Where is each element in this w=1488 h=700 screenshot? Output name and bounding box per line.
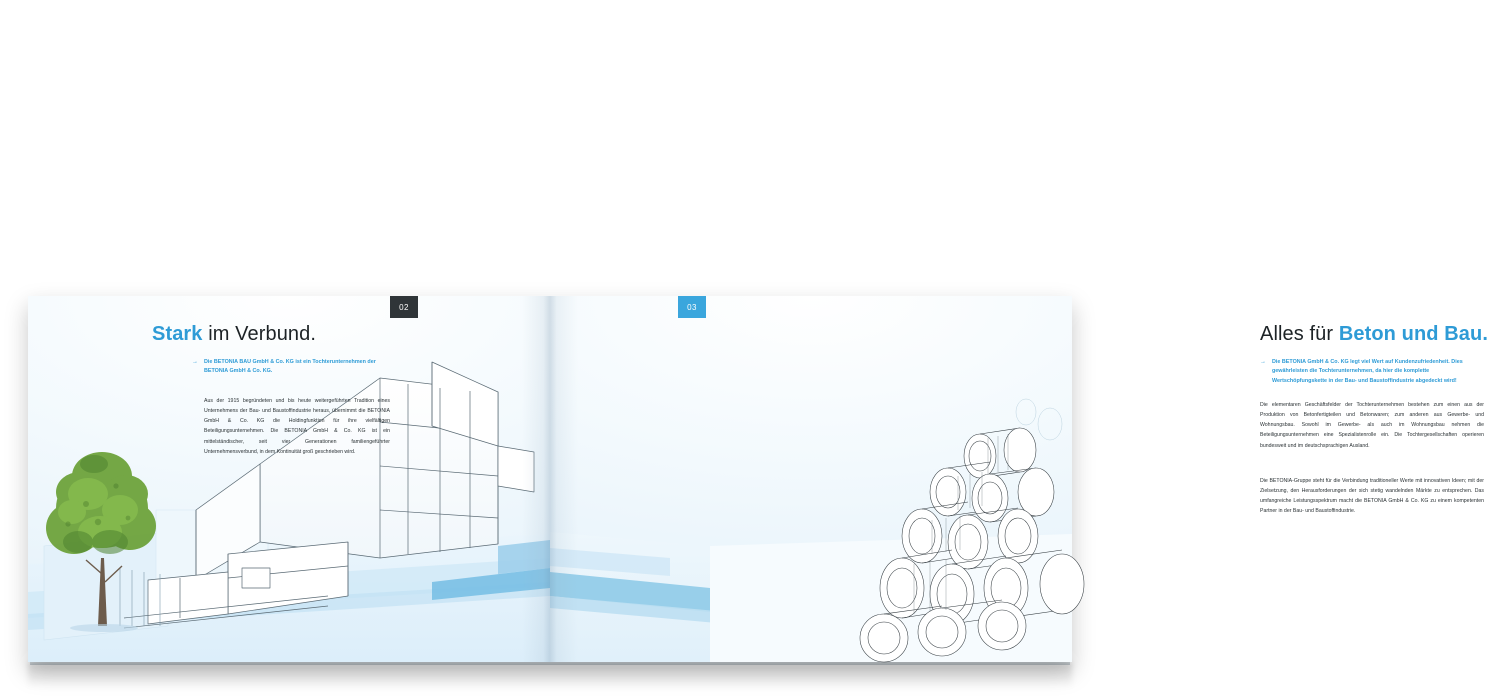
brochure-spread xyxy=(28,296,1488,662)
left-headline-rest: im Verbund. xyxy=(202,323,317,345)
right-body-paragraph-1: Die elementaren Geschäftsfelder der Tochterunternehmen bestehen zum einen aus der Produktion von Betonfertigteilen und Betonwaren; zum anderen aus Gewerbe- und Wohnungsbau. Sowohl im Gewerbe- als auch im Wohnungsbau nehmen die Beteiligungsunternehmen eine Spezialistenrolle ein. Die Tochtergesellschaften operieren bundesweit und im deutschsprachigen Ausland. xyxy=(1260,402,1484,449)
right-body-paragraph-2: Die BETONIA-Gruppe steht für die Verbindung traditioneller Werte mit innovativen Ideen; mit der Zielsetzung, den Herausforderungen der sich stetig wandelnden Märkte zu entsprechen. Das umfangreiche Leistungsspektrum macht die BETONIA GmbH & Co. KG zu einem kompetenten Partner in der Bau- und Baustoffindustrie. xyxy=(1260,478,1484,515)
right-page xyxy=(550,296,1488,662)
left-lead-arrow-icon: → xyxy=(192,359,198,365)
left-lead-paragraph: Die BETONIA BAU GmbH & Co. KG ist ein Tochterunternehmen der BETONIA GmbH & Co. KG. xyxy=(204,359,376,375)
spread-shadow xyxy=(28,662,1072,688)
right-headline-plain: Alles für xyxy=(1260,323,1339,345)
page-number-tab-left: 02 xyxy=(390,296,418,318)
left-headline-accent: Stark xyxy=(152,323,203,345)
right-page-illustration xyxy=(550,296,1072,662)
left-page xyxy=(28,296,550,662)
left-page-illustration xyxy=(28,296,550,662)
right-headline-accent: Beton und Bau. xyxy=(1338,323,1488,345)
right-lead-arrow-icon: → xyxy=(1260,359,1266,365)
page-number-tab-right: 03 xyxy=(678,296,706,318)
right-page-headline xyxy=(1260,323,1488,346)
right-lead-paragraph: Die BETONIA GmbH & Co. KG legt viel Wert auf Kundenzufriedenheit. Dies gewährleisten die Tochterunternehmen, da hier die komplette Wertschöpfungskette in der Bau- und Baustoffindustrie abgedeckt wird! xyxy=(1272,359,1463,384)
left-page-headline xyxy=(152,323,316,346)
left-body-paragraph-1: Aus der 1915 begründeten und bis heute weitergeführten Tradition eines Unternehmens der Bau- und Baustoffindustrie heraus, übernimmt die BETONIA GmbH & Co. KG die Holdingfunktion für ihre vielfältigen Beteiligungsunternehmen. Die BETONIA GmbH & Co. KG ist ein mittelständischer, seit vier Generationen familiengeführter Unternehmensverbund, in dem Kontinuität groß geschrieben wird. xyxy=(204,398,390,455)
